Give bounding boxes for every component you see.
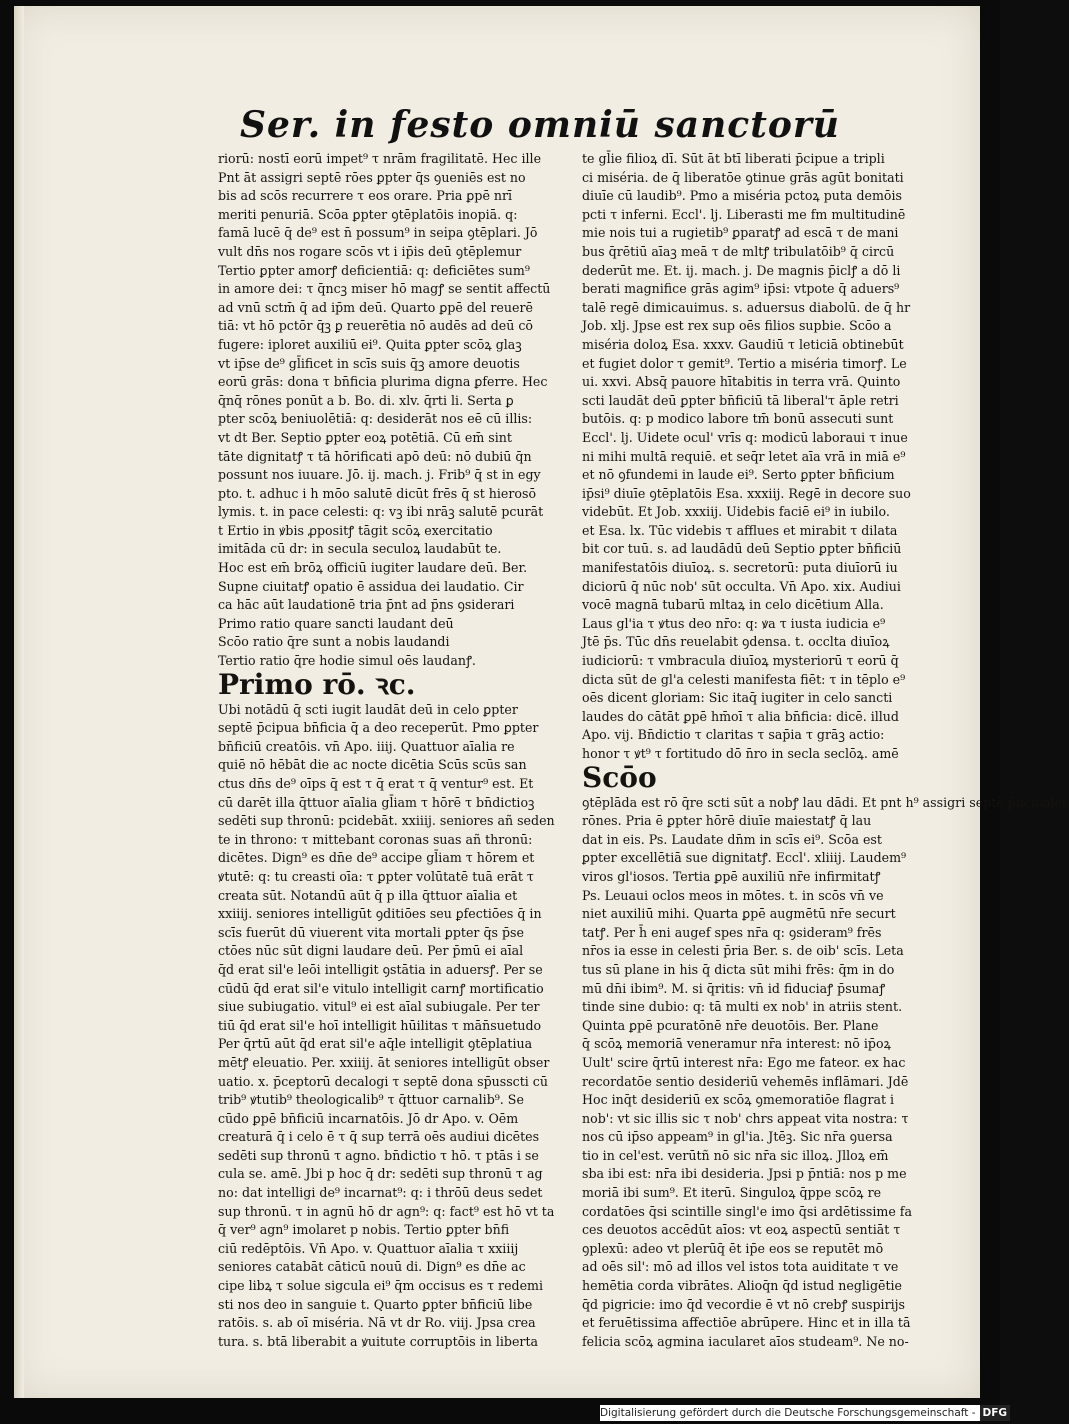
- text-line: ces deuotos accēdūt aīos: vt eoꝝ aspectū sentiāt τ: [582, 1222, 901, 1238]
- text-line: scīs fuerūt dū viuerent vita mortali ꝑpter q̄s p̄se: [218, 924, 524, 940]
- text-line: t Ertio in ꝟbis ꝓpositꝭ tāgit scōꝝ exercitatio: [218, 522, 493, 538]
- text-line: sedēti sup thronū τ agno. bn̄dictio τ hō. τ ptās i se: [218, 1147, 539, 1163]
- text-line: Job. xlj. Jpse est rex sup oēs filios supbie. Scōo a: [582, 318, 892, 334]
- text-line: diuīe cū laudib⁹. Pmo a miséria pctoꝝ puta demōis: [582, 188, 902, 204]
- text-line: sba ibi est: nr̄a ibi desideria. Jpsi p p̄ntiā: nos p me: [582, 1166, 907, 1182]
- text-line: ꝑpter excellētiā sue dignitatꝭ. Eccl'. xliiij. Laudem⁹: [582, 850, 907, 866]
- text-line: ciū redēptōis. Vn̄ Apo. v. Quattuor aīalia τ xxiiij: [218, 1240, 519, 1256]
- text-line: nr̄os ia esse in celesti p̄ria Ber. s. de oib' scīs. Leta: [582, 943, 904, 959]
- text-line: honor τ ꝟt⁹ τ fortitudo dō n̄ro in secla seclōꝝ. amē: [582, 746, 899, 761]
- text-line: sup thronū. τ in agnū hō dr agn⁹: q: fact⁹ est hō vt ta: [218, 1203, 555, 1219]
- text-line: fugere: iploret auxiliū ei⁹. Quita ꝑpter scōꝝ glaꝫ: [218, 336, 522, 352]
- text-line: Laus gl'ia τ ꝟtus deo nr̄o: q: ꝟa τ iusta iudicia e⁹: [582, 615, 886, 631]
- text-line: creaturā q̄ i celo ē τ q̄ sup terrā oēs audiui dicētes: [218, 1129, 540, 1145]
- text-line: riorū: nostī eorū impet⁹ τ nrām fragilitatē. Hec ille: [218, 151, 542, 166]
- text-line: et Esa. lx. Tūc videbis τ afflues et mirabit τ dilata: [582, 522, 898, 538]
- text-line: bn̄ficiū creatōis. vn̄ Apo. iiij. Quattuor aīalia re: [218, 738, 515, 754]
- text-line: meriti penuriā. Scōa ꝑpter ꝯtēplatōis inopiā. q:: [218, 206, 518, 222]
- text-line: mū dn̄i ibim⁹. M. si q̄ritis: vn̄ id fiduciaꝭ p̄sumaꝭ: [582, 980, 886, 996]
- text-line: dicētes. Dign⁹ es dn̄e de⁹ accipe gl̄iam τ hōrem et: [218, 850, 535, 866]
- text-line: septē p̄cipua bn̄ficia q̄ a deo receperūt. Pmo ꝑpter: [218, 720, 539, 736]
- text-line: bus q̄rētiū aīaꝫ meā τ de mltꝭ tribulatōib⁹ q̄ circū: [582, 243, 895, 259]
- text-line: Ubi notādū q̄ scti iugit laudāt deū in celo ꝑpter: [218, 701, 518, 717]
- text-line: ad vnū sctm̄ q̄ ad ip̄m deū. Quarto ꝑpē del reuerē: [218, 299, 533, 315]
- text-line: ca hāc aūt laudationē tria p̄nt ad p̄ns ꝯsiderari: [218, 597, 515, 613]
- text-line: Tertio ratio q̄re hodie simul oēs laudanꝭ.: [218, 653, 476, 669]
- text-line: eorū grās: dona τ bn̄ficia plurima digna ꝑferre. Hec: [218, 374, 548, 390]
- text-line: scti laudāt deū ꝑpter bn̄ficiū tā liberal'τ āple retri: [582, 392, 899, 408]
- text-line: manifestatōis diuīoꝝ. s. secretorū: puta diuīorū iu: [582, 560, 898, 576]
- text-line: no: dat intelligi de⁹ incarnat⁹: q: i thrōū deus sedet: [218, 1185, 543, 1201]
- text-line: uatio. x. p̄ceptorū decalogi τ septē dona sp̄usscti cū: [218, 1073, 548, 1089]
- text-line: miséria doloꝝ Esa. xxxv. Gaudiū τ leticiā obtinebūt: [582, 336, 904, 352]
- text-line: Supne ciuitatꝭ opatio ē assidua dei laudatio. Cir: [218, 578, 524, 594]
- text-line: Pnt āt assigri septē rōes ꝑpter q̄s ꝯueniēs est no: [218, 169, 526, 185]
- text-line: cū darēt illa q̄ttuor aīalia gl̄iam τ hōrē τ bn̄dictioꝫ: [218, 794, 535, 810]
- text-line: diciorū q̄ nūc nob' sūt occulta. Vn̄ Apo. xix. Audiui: [582, 578, 901, 594]
- text-line: ad oēs sil': mō ad illos vel istos tota auiditate τ ve: [582, 1259, 899, 1275]
- text-line: Primo ratio quare sancti laudant deū: [218, 615, 454, 631]
- text-line: mie nois tui a rugietib⁹ ꝑparatꝭ ad escā τ de mani: [582, 225, 899, 241]
- text-line: ctōes nūc sūt digni laudare deū. Per p̄mū ei aīal: [218, 943, 524, 959]
- digitization-credit: [600, 1405, 1008, 1421]
- text-line: laudes do cātāt ꝑpē hm̄oī τ alia bn̄ficia: dicē. illud: [582, 708, 899, 724]
- text-line: tio in cel'est. verūtñ nō sic nr̄a sic illoꝝ. Jlloꝝ em̄: [582, 1147, 889, 1163]
- text-line: vt ip̄se de⁹ gl̄ificet in scīs suis q̄ꝫ amore deuotis: [218, 355, 520, 371]
- text-line: berati magnifice grās agim⁹ ip̄si: vtpote q̄ aduers⁹: [582, 281, 900, 297]
- text-line: tura. s. btā liberabit a ꝟuitute corruptōis in liberta: [218, 1333, 539, 1349]
- text-line: pto. t. adhuc i h mōo salutē dicūt frēs q̄ st hierosō: [218, 485, 537, 501]
- section-initial: Scōo: [582, 760, 657, 794]
- text-line: q̄d pigricie: imo q̄d vecordie ē vt nō crebꝭ suspirijs: [582, 1296, 905, 1312]
- text-line: butōis. q: p modico labore tm̄ bonū assecuti sunt: [582, 411, 894, 427]
- text-line: cipe libꝝ τ solue sigcula ei⁹ q̄m occisus es τ redemi: [218, 1278, 544, 1294]
- text-line: Apo. vij. Bn̄dictio τ claritas τ sap̄ia τ grāꝫ actio:: [582, 727, 885, 743]
- text-line: talē regē dimicauimus. s. aduersus diabolū. de q̄ hr: [582, 299, 911, 315]
- text-line: in amore dei: τ q̄ncꝫ miser hō magꝭ se sentit affectū: [218, 281, 551, 297]
- text-line: Eccl'. lj. Uidete ocul' vrīs q: modicū laboraui τ inue: [582, 429, 908, 445]
- text-line: Tertio ꝑpter amorꝭ deficientiā: q: deficiētes sum⁹: [218, 262, 530, 278]
- text-line: cūdo ꝑpē bn̄ficiū incarnatōis. Jō dr Apo. v. Oēm: [218, 1110, 519, 1126]
- text-line: iudiciorū: τ vmbracula diuīoꝝ mysteriorū τ eorū q̄: [582, 653, 899, 669]
- text-line: trib⁹ ꝟtutib⁹ theologicalib⁹ τ q̄ttuor carnalib⁹. Se: [218, 1092, 524, 1108]
- text-line: tiā: vt hō pctōr q̄ꝫ ꝑ reuerētia nō audēs ad deū cō: [218, 318, 533, 334]
- text-line: te in throno: τ mittebant coronas suas añ thronū:: [218, 831, 533, 847]
- text-line: Ps. Leuaui oclos meos in mōtes. t. in scōs vn̄ ve: [582, 887, 884, 903]
- text-line: Hoc est em̄ brōꝝ officiū iugiter laudare deū. Ber.: [218, 560, 528, 576]
- text-line: q̄ scōꝝ memoriā veneramur nr̄a interest: nō ip̄oꝝ: [582, 1036, 891, 1052]
- page-running-title: Ser. in festo omniū sanctorū: [240, 104, 840, 146]
- text-line: dicta sūt de gl'a celesti manifesta fiēt: τ in tēplo e⁹: [582, 671, 906, 687]
- text-line: imitāda cū dr: in secula seculoꝝ laudabūt te.: [218, 541, 502, 557]
- text-line: tinde sine dubio: q: tā multi ex nob' in atriis stent.: [582, 999, 903, 1015]
- dfg-logo-badge: DFG: [980, 1405, 1011, 1421]
- text-line: ni mihi multā requiē. et seq̄r letet aīa vrā in miā e⁹: [582, 448, 906, 464]
- text-line: vt dt Ber. Septio ꝑpter eoꝝ potētiā. Cū em̄ sint: [218, 429, 512, 445]
- text-line: vult dn̄s nos rogare scōs vt i ip̄is deū ꝯtēplemur: [218, 243, 522, 259]
- text-line: Scōo ratio q̄re sunt a nobis laudandi: [218, 634, 450, 650]
- text-line: ui. xxvi. Absq̄ pauore hītabitis in terra vrā. Quinto: [582, 374, 901, 390]
- text-line: moriā ibi sum⁹. Et iterū. Singuloꝝ q̄ppe scōꝝ re: [582, 1185, 882, 1201]
- section-initial: Primo rō. ꝛc.: [218, 667, 416, 701]
- text-line: rōnes. Pria ē ꝑpter hōrē diuīe maiestatꝭ q̄ lau: [582, 813, 872, 829]
- text-line: ip̄si⁹ diuīe ꝯtēplatōis Esa. xxxiij. Regē in decore suo: [582, 485, 911, 501]
- page-binding-edge: [14, 6, 24, 1398]
- text-line: mētꝭ eleuatio. Per. xxiiij. āt seniores intelligūt obser: [218, 1054, 550, 1070]
- text-line: tiū q̄d erat sil'e hoī intelligit hūilitas τ mān̄suetudo: [218, 1017, 542, 1033]
- text-line: lymis. t. in pace celesti: q: vꝫ ibi nrāꝫ salutē pcurāt: [218, 504, 544, 520]
- credit-text: Digitalisierung gefördert durch die Deutsche Forschungsgemeinschaft -: [600, 1407, 976, 1419]
- text-line: cordatōes q̄si scintille singl'e imo q̄si ardētissime fa: [582, 1203, 912, 1219]
- text-line: bis ad scōs recurrere τ eos orare. Pria ꝑpē nrī: [218, 188, 513, 204]
- text-line: ratōis. s. ab oī miséria. Nā vt dr Ro. viij. Jpsa crea: [218, 1315, 536, 1331]
- text-line: q̄nq̄ rōnes ponūt a b. Bo. di. xlv. q̄rti li. Serta ꝑ: [218, 392, 514, 408]
- text-line: ꝯplexū: adeo vt plerūq̄ ēt ip̄e eos se reputēt mō: [582, 1240, 884, 1256]
- text-line: ꝟtutē: q: tu creasti oīa: τ ꝑpter volūtatē tuā erāt τ: [218, 868, 534, 884]
- text-line: felicia scōꝝ agmina iacularet aīos studeam⁹. Ne no-: [582, 1333, 909, 1349]
- text-line: pter scōꝝ beniuolētiā: q: desiderāt nos eē cū illis:: [218, 411, 533, 427]
- text-line: q̄d erat sil'e leōi intelligit ꝯstātia in aduersꝭ. Per se: [218, 961, 543, 977]
- text-line: quiē nō hēbāt die ac nocte dicētia Scūs scūs san: [218, 757, 527, 773]
- text-line: xxiiij. seniores intelligūt ꝯditiōes seu ꝑfectiōes q̄ in: [218, 906, 542, 922]
- text-line: sedēti sup thronū: pcidebāt. xxiiij. seniores añ seden: [218, 813, 555, 829]
- text-line: q̄ ver⁹ agn⁹ imolaret p nobis. Tertio ꝑpter bn̄fi: [218, 1222, 510, 1238]
- text-line: te gl̄ie filioꝝ dī. Sūt āt btī liberati p̄cipue a tripli: [582, 151, 885, 166]
- text-line: nob': vt sic illis sic τ nob' chrs appeat vita nostra: τ: [582, 1110, 909, 1126]
- text-line: ꝯtēplāda est rō q̄re scti sūt a nobꝭ lau dādi. Et pnt h⁹ assigri septē p̄ncipales: [582, 794, 1069, 810]
- text-line: ctus dn̄s de⁹ oīps q̄ est τ q̄ erat τ q̄ ventur⁹ est. Et: [218, 776, 534, 791]
- text-line: Per q̄rtū aūt q̄d erat sil'e aq̄le intelligit ꝯtēplatiua: [218, 1036, 533, 1052]
- text-line: possunt nos iuuare. Jō. ij. mach. j. Frib⁹ q̄ st in egy: [218, 467, 541, 483]
- text-line: sti nos deo in sanguie t. Quarto ꝑpter bn̄ficiū libe: [218, 1296, 533, 1312]
- text-line: famā lucē q̄ de⁹ est n̄ possum⁹ in sei̇pa ꝯtēplari. Jō: [218, 225, 538, 241]
- text-line: vocē magnā tubarū mltaꝝ in celo dicētium Alla.: [582, 597, 884, 613]
- text-line: et feruētissima affectiōe abrūpere. Hinc et in illa tā: [582, 1315, 911, 1331]
- text-line: recordatōe sentio desideriū vehemēs inflāmari. Jdē: [582, 1073, 909, 1089]
- text-line: ci miséria. de q̄ liberatōe ꝯtinue grās agūt bonitati: [582, 169, 904, 185]
- text-line: tāte dignitatꝭ τ tā hōrificati apō deū: nō dubiū q̄n: [218, 448, 532, 464]
- text-line: oēs dicent gloriam: Sic itaq̄ iugiter in celo sancti: [582, 690, 893, 706]
- text-line: seniores catabāt cāticū nouū di. Dign⁹ es dn̄e ac: [218, 1259, 526, 1275]
- text-line: dat in eis. Ps. Laudate dn̄m in scīs ei⁹. Scōa est: [582, 831, 882, 847]
- text-line: cūdū q̄d erat sil'e vitulo intelligit carnꝭ mortificatio: [218, 980, 544, 996]
- text-line: viros gl'iosos. Tertia ꝑpē auxiliū nr̄e infirmitatꝭ: [582, 868, 881, 884]
- text-line: pcti τ inferni. Eccl'. lj. Liberasti me fm multitudinē: [582, 206, 906, 222]
- text-line: tatꝭ. Per h̄ eni augef spes nr̄a q: ꝯsideram⁹ frēs: [582, 924, 882, 940]
- text-line: cula se. amē. Jbi p hoc q̄ dr: sedēti sup thronū τ ag: [218, 1166, 543, 1182]
- text-line: niet auxiliū mihi. Quarta ꝑpē augmētū nr̄e securt: [582, 906, 896, 922]
- text-line: Uult' scire q̄rtū interest nr̄a: Ego me fateor. ex hac: [582, 1054, 906, 1070]
- text-line: Jtē p̄s. Tūc dn̄s reuelabit ꝯdensa. t. occlta diuīoꝝ: [582, 634, 890, 650]
- text-line: tus sū plane in his q̄ dicta sūt mihi frēs: q̄m in do: [582, 961, 895, 977]
- text-line: Quinta ꝑpē pcuratōnē nr̄e deuotōis. Ber. Plane: [582, 1017, 879, 1033]
- text-line: hemētia corda vibrātes. Alioq̄n q̄d istud negligētie: [582, 1278, 903, 1294]
- text-line: bit cor tuū. s. ad laudādū deū Septio ꝑpter bn̄ficiū: [582, 541, 902, 557]
- text-line: videbūt. Et Job. xxxiij. Uidebis faciē ei⁹ in iubilo.: [582, 504, 890, 520]
- text-line: nos cū ip̄so appeam⁹ in gl'ia. Jtēꝫ. Sic nr̄a ꝯuersa: [582, 1129, 893, 1145]
- text-line: creata sūt. Notandū aūt q̄ p illa q̄ttuor aīalia et: [218, 887, 518, 903]
- text-line: dederūt me. Et. ij. mach. j. De magnis p̄iclꝭ a dō li: [582, 262, 901, 278]
- text-line: et nō ꝯfundemi in laude ei⁹. Serto ꝑpter bn̄ficium: [582, 467, 895, 483]
- text-line: Hoc inq̄t desideriū ex scōꝝ ꝯmemoratiōe flagrat i: [582, 1092, 895, 1108]
- text-line: siue subiugatio. vitul⁹ ei est aīal subiugale. Per ter: [218, 999, 540, 1015]
- right-text-column: [582, 150, 1069, 1349]
- text-line: et fugiet dolor τ gemit⁹. Tertio a miséria timorꝭ. Le: [582, 355, 907, 371]
- left-text-column: [218, 150, 574, 1349]
